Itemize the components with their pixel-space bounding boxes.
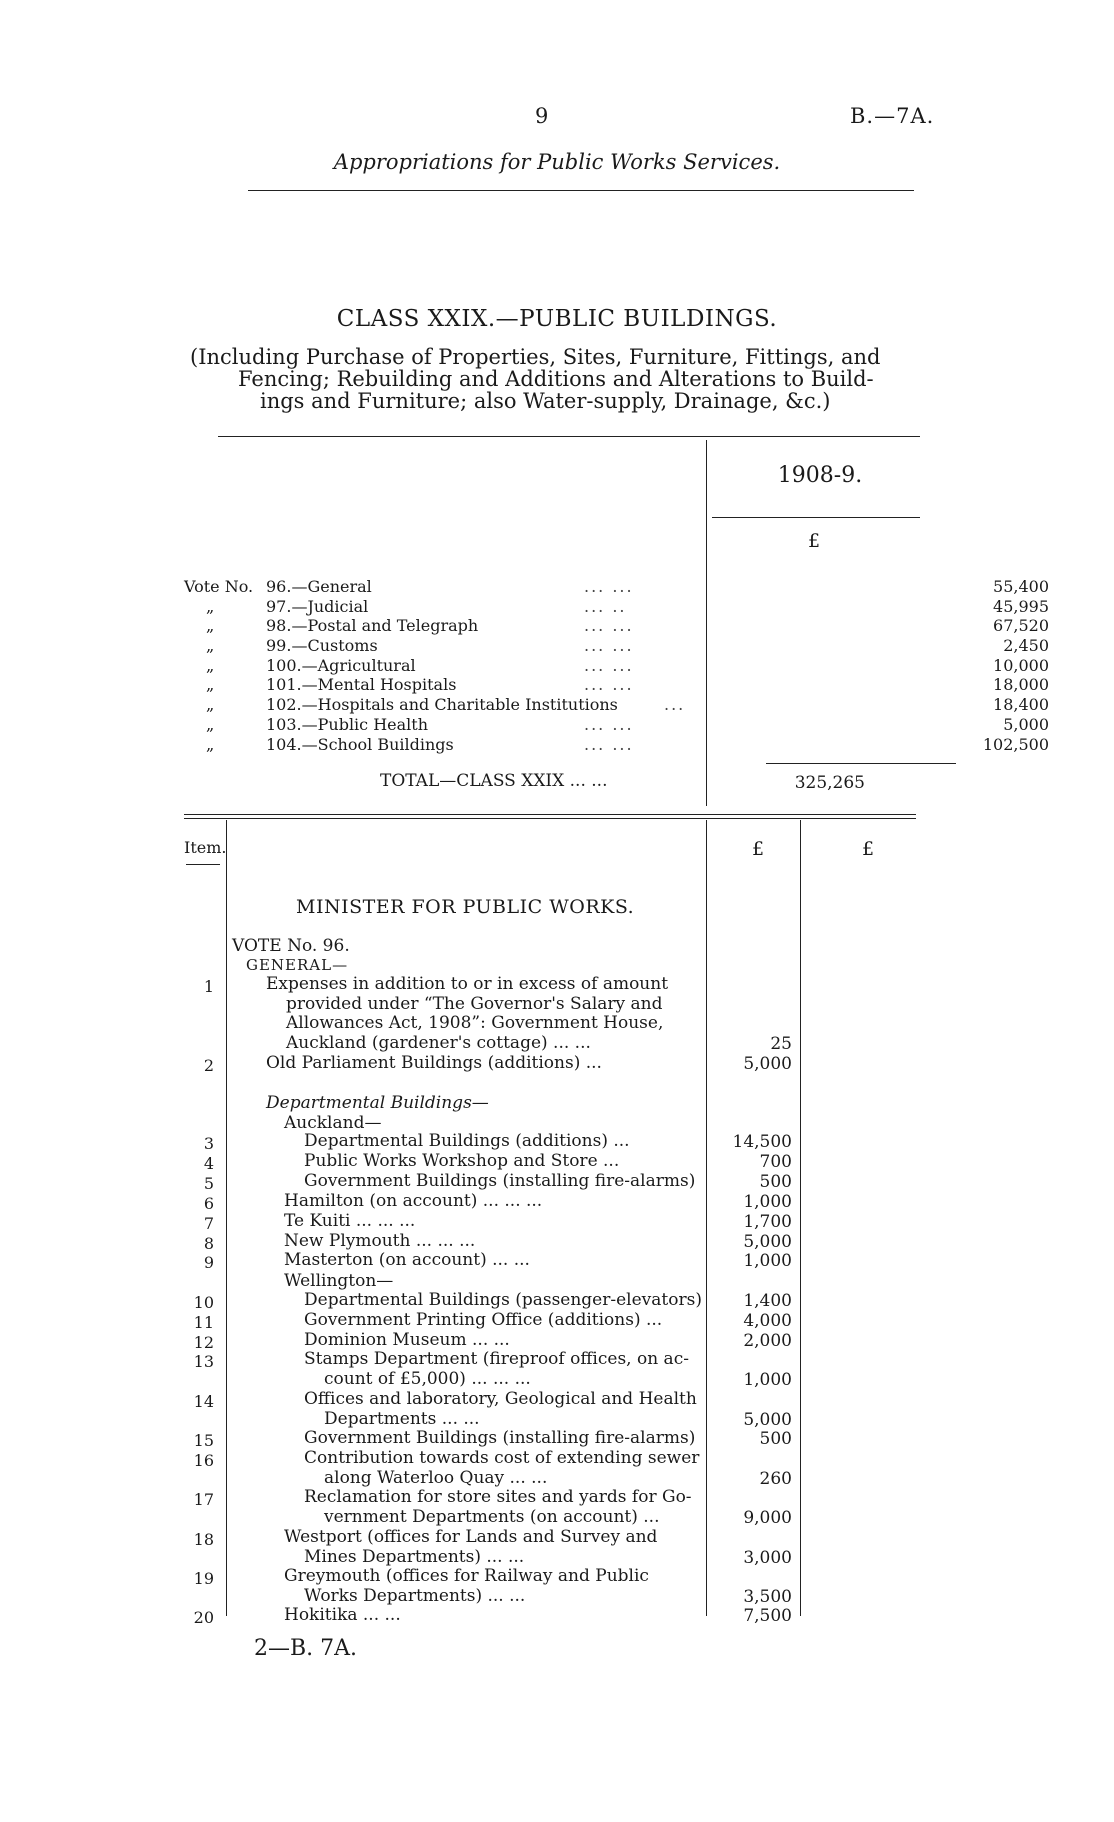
item-amount: 7,500 (743, 1606, 792, 1626)
general-heading: GENERAL— (246, 956, 349, 974)
item-number: 10 (193, 1293, 214, 1312)
section-double-rule-top (184, 814, 916, 815)
vote-amount: 2,450 (1003, 636, 1049, 656)
item-amount: 2,000 (743, 1331, 792, 1351)
item-description: Government Printing Office (additions) ... (304, 1310, 663, 1330)
vote-label: 100.—Agricultural (266, 655, 416, 675)
section-double-rule-bottom (184, 818, 916, 819)
signature-mark: 2—B. 7A. (254, 1636, 358, 1661)
total-rule (766, 763, 956, 764)
page-reference: B.—7A. (850, 104, 935, 128)
item-description: New Plymouth ... ... ... (284, 1231, 476, 1251)
item-desc-line: Offices and laboratory, Geological and Health (304, 1389, 697, 1409)
item-description: Departmental Buildings (additions) ... (304, 1131, 630, 1151)
item-amount: 1,000 (743, 1192, 792, 1212)
item-desc-line: Greymouth (offices for Railway and Public (284, 1566, 649, 1586)
item-desc-line: provided under “The Governor's Salary and (286, 993, 663, 1014)
vote-amount: 55,400 (993, 577, 1049, 596)
vote-amount: 45,995 (993, 596, 1049, 616)
departmental-buildings-heading: Departmental Buildings— (266, 1093, 489, 1113)
vote-label: 96.—General (266, 577, 372, 596)
item-description: Public Works Workshop and Store ... (304, 1151, 620, 1171)
item-number: 9 (203, 1253, 214, 1272)
vote-leader-dots: ... ... (584, 734, 634, 754)
item-description (284, 1567, 649, 1606)
item-desc-line: Auckland (gardener's cottage) ... ... (286, 1032, 591, 1053)
item-number: 3 (203, 1134, 214, 1153)
item-description (284, 1528, 657, 1567)
vote-prefix: „ (206, 655, 215, 675)
item-number: 19 (193, 1569, 214, 1588)
item-description: Dominion Museum ... ... (304, 1330, 510, 1350)
vote-amount: 18,400 (993, 695, 1049, 715)
item-description: Old Parliament Buildings (additions) ... (266, 1053, 602, 1073)
item-number: 17 (193, 1490, 214, 1509)
vote-leader-dots: ... ... (584, 675, 634, 695)
class-title: CLASS XXIX.—PUBLIC BUILDINGS. (336, 306, 778, 332)
item-column-divider (226, 820, 227, 1616)
vote-label: 104.—School Buildings (266, 734, 454, 754)
item-desc-line: Expenses in addition to or in excess of amount (266, 974, 669, 994)
vote-label: 98.—Postal and Telegraph (266, 616, 479, 636)
item-amount: 500 (759, 1172, 792, 1192)
item-amount: 1,000 (743, 1370, 792, 1390)
item-header-underline (186, 864, 220, 865)
item-description (304, 1488, 692, 1527)
pound-sign-col1: £ (752, 838, 765, 860)
item-number: 5 (203, 1174, 214, 1193)
item-number: 7 (203, 1214, 214, 1233)
item-number: 12 (193, 1333, 214, 1352)
item-description (304, 1390, 697, 1429)
year-rule (712, 517, 920, 518)
item-description (304, 1449, 699, 1488)
item-description: Government Buildings (installing fire-alarms) (304, 1428, 696, 1448)
vote-amount: 67,520 (993, 616, 1049, 636)
vote-row (184, 695, 1049, 715)
item-description: Masterton (on account) ... ... (284, 1250, 530, 1270)
total-label: TOTAL—CLASS XXIX ... ... (380, 771, 608, 791)
vote-prefix: „ (206, 636, 215, 656)
vote-row (184, 655, 1049, 676)
item-description: Hokitika ... ... (284, 1605, 401, 1625)
vote-row (184, 596, 1049, 617)
item-amount: 5,000 (743, 1410, 792, 1430)
vote-leader-dots: ... ... (584, 577, 634, 596)
item-number: 11 (193, 1313, 214, 1332)
class-desc-line-1: (Including Purchase of Properties, Sites, Furniture, Fittings, and (190, 345, 881, 369)
item-amount: 1,000 (743, 1251, 792, 1271)
class-desc-line-3: ings and Furniture; also Water-supply, Drainage, &c.) (260, 389, 831, 413)
vote-leader-dots: ... (664, 695, 686, 715)
amount-column-divider (800, 820, 801, 1616)
item-number: 16 (193, 1451, 214, 1470)
item-number: 4 (203, 1154, 214, 1173)
item-number: 8 (203, 1234, 214, 1253)
item-number: 18 (193, 1530, 214, 1549)
item-amount: 9,000 (743, 1508, 792, 1528)
class-rule (218, 436, 920, 437)
item-number: 15 (193, 1431, 214, 1450)
wellington-heading: Wellington— (284, 1271, 394, 1291)
vote-label: 103.—Public Health (266, 714, 429, 734)
item-description: Departmental Buildings (passenger-elevators) (304, 1290, 702, 1310)
item-number: 2 (203, 1056, 214, 1075)
item-amount: 4,000 (743, 1311, 792, 1331)
vote-label: 99.—Customs (266, 636, 378, 656)
item-desc-line: Departments ... ... (324, 1408, 480, 1429)
vote-amount: 18,000 (993, 675, 1049, 695)
header-rule (248, 190, 914, 191)
vote-row (184, 636, 1049, 656)
item-amount: 3,000 (743, 1548, 792, 1568)
item-description: Government Buildings (installing fire-alarms) (304, 1171, 696, 1191)
class-description (190, 346, 930, 412)
item-number: 20 (193, 1608, 214, 1627)
item-description (266, 975, 696, 1053)
pound-sign-col2: £ (862, 838, 875, 860)
vote-leader-dots: ... ... (584, 616, 634, 636)
item-number: 14 (193, 1392, 214, 1411)
vote-row (184, 675, 1049, 695)
minister-heading: MINISTER FOR PUBLIC WORKS. (296, 896, 635, 918)
item-amount: 1,400 (743, 1291, 792, 1311)
vote-prefix: Vote No. (184, 577, 254, 596)
item-amount: 25 (770, 1034, 792, 1054)
vote-prefix: „ (206, 714, 215, 734)
item-amount: 5,000 (743, 1054, 792, 1074)
item-desc-line: Mines Departments) ... ... (304, 1546, 525, 1567)
item-description: Te Kuiti ... ... ... (284, 1211, 416, 1231)
item-amount: 1,700 (743, 1212, 792, 1232)
item-desc-line: Works Departments) ... ... (304, 1585, 526, 1606)
item-desc-line: Reclamation for store sites and yards for Go- (304, 1487, 692, 1507)
vote-row (184, 577, 1049, 597)
vote-prefix: „ (206, 616, 215, 636)
vote-label: 97.—Judicial (266, 596, 369, 616)
item-amount: 700 (759, 1152, 792, 1172)
vote-row (184, 734, 1049, 755)
page-number: 9 (535, 104, 549, 128)
item-amount: 260 (759, 1469, 792, 1489)
item-description (304, 1350, 689, 1389)
item-desc-line: along Waterloo Quay ... ... (324, 1467, 548, 1488)
vote-leader-dots: ... ... (584, 655, 634, 675)
item-desc-line: Allowances Act, 1908”: Government House, (286, 1013, 664, 1034)
vote-summary-list (184, 577, 1049, 754)
class-desc-line-2: Fencing; Rebuilding and Additions and Alterations to Build- (238, 367, 874, 391)
vote-leader-dots: ... ... (584, 636, 634, 656)
item-amount: 5,000 (743, 1232, 792, 1252)
vote-leader-dots: ... ... (584, 714, 634, 734)
item-amount: 500 (759, 1429, 792, 1449)
auckland-heading: Auckland— (284, 1113, 382, 1133)
item-desc-line: Westport (offices for Lands and Survey and (284, 1527, 658, 1547)
vote-prefix: „ (206, 734, 215, 754)
vote-label: 101.—Mental Hospitals (266, 675, 457, 695)
item-number: 6 (203, 1194, 214, 1213)
vote-prefix: „ (206, 675, 215, 695)
item-amount: 3,500 (743, 1587, 792, 1607)
item-desc-line: count of £5,000) ... ... ... (324, 1368, 531, 1389)
vote-prefix: „ (206, 596, 215, 616)
vote-prefix: „ (206, 695, 215, 715)
summary-column-divider (706, 440, 707, 806)
item-number: 13 (193, 1352, 214, 1371)
vote-row (184, 714, 1049, 735)
vote-amount: 10,000 (993, 655, 1049, 675)
item-amount: 14,500 (732, 1132, 792, 1152)
year-heading: 1908-9. (777, 463, 863, 488)
total-amount: 325,265 (794, 773, 865, 793)
item-desc-line: Contribution towards cost of extending sewer (304, 1448, 700, 1468)
vote-label: 102.—Hospitals and Charitable Institutions (266, 695, 618, 715)
item-desc-line: vernment Departments (on account) ... (324, 1506, 660, 1527)
item-column-header: Item. (184, 838, 227, 857)
item-description: Hamilton (on account) ... ... ... (284, 1191, 543, 1211)
pound-sign-summary: £ (808, 530, 821, 552)
vote-amount: 5,000 (1003, 714, 1049, 734)
item-number: 1 (203, 977, 214, 996)
vote-row (184, 616, 1049, 636)
vote-leader-dots: ... .. (584, 596, 627, 616)
page-subtitle: Appropriations for Public Works Services. (333, 150, 781, 174)
vote-heading: VOTE No. 96. (232, 936, 350, 956)
item-desc-line: Stamps Department (fireproof offices, on ac- (304, 1349, 689, 1369)
vote-amount: 102,500 (982, 734, 1049, 754)
